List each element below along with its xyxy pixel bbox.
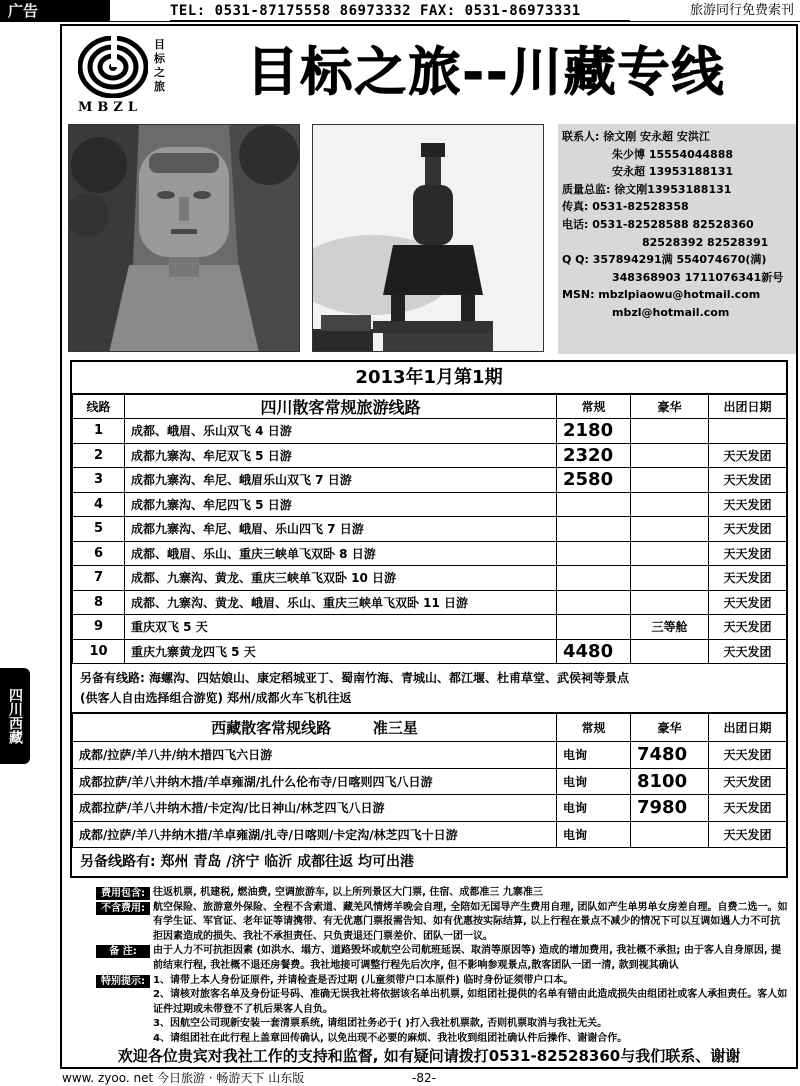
route-no: 1 (73, 419, 125, 444)
route-regular-price (557, 517, 631, 542)
tibet-route-row (73, 795, 787, 822)
sichuan-route-row (73, 492, 787, 517)
fee-label (96, 1018, 150, 1031)
route-name: 成都、九寨沟、黄龙、峨眉、乐山、重庆三峡单飞双卧 11 日游 (125, 590, 557, 615)
tibet-star-level: 准三星 (372, 719, 418, 737)
header-luxury: 豪华 (631, 395, 709, 419)
route-departure: 天天发团 (709, 468, 787, 493)
tibet-departure: 天天发团 (709, 768, 787, 795)
header (62, 26, 796, 118)
emei-statue-photo (312, 124, 544, 352)
fee-text: 航空保险、旅游意外保险、全程不含索道、藏羌风情烤羊晚会自理, 全陪如无国导产生费用自理, 团队如产生单男单女房差自理。自费二选一。如有学生证、军官证、老年证等请携带、有无优惠门票报需告知、如有优惠按实际结算, 以上行程在景点不减少的情况下可以互调如遇人力不可抗拒因素造成的损失、我社不承担责任、只负责退还门票差价、团队一团一议。 (153, 901, 788, 942)
route-departure (709, 419, 787, 444)
fee-text: 1、请带上本人身份证原件, 并请检查是否过期 (儿童须带户口本原件) 临时身份证须带户口本。 (153, 974, 574, 986)
fee-text: 由于人力不可抗拒因素 (如洪水、塌方、道路毁坏或航空公司航班延误、取消等原因等) 造成的增加费用, 我社概不承担; 由于客人自身原因, 提前结束行程, 我社概不退还房餐费。我社地接可调整行程先后次序, 但不影响参观景点,散客团队一团一清, 款到视其确认 (153, 945, 782, 971)
tibet-header-departure: 出团日期 (709, 714, 787, 742)
fee-label: 备 注: (96, 945, 150, 958)
route-no: 8 (73, 590, 125, 615)
fee-terms (96, 886, 788, 1047)
fee-label: 不含费用: (96, 902, 150, 915)
contact-phone: 电话: 0531-82528588 82528360 (562, 217, 754, 231)
header-tibet-routes (73, 714, 557, 742)
route-regular-price (557, 492, 631, 517)
tibet-routes-title: 西藏散客常规线路 (211, 719, 332, 737)
route-no: 2 (73, 443, 125, 468)
fee-item (96, 974, 788, 989)
route-no: 5 (73, 517, 125, 542)
route-regular-price: 2180 (557, 419, 631, 444)
route-no: 6 (73, 541, 125, 566)
logo-brand: MBZL (78, 100, 143, 115)
route-departure: 天天发团 (709, 517, 787, 542)
tibet-luxury-price: 8100 (631, 768, 709, 795)
tibet-header-row (73, 714, 787, 742)
header-regular: 常规 (557, 395, 631, 419)
contact-msn-2: mbzl@hotmail.com (612, 305, 730, 319)
route-regular-price (557, 615, 631, 640)
route-no: 7 (73, 566, 125, 591)
tibet-luxury-price: 7980 (631, 795, 709, 822)
route-luxury-price (631, 566, 709, 591)
tibet-luxury-price: 7480 (631, 742, 709, 769)
tibet-departure: 天天发团 (709, 821, 787, 848)
route-no: 10 (73, 639, 125, 664)
tibet-regular-price: 电询 (557, 742, 631, 769)
logo (70, 36, 180, 116)
contact-fax: 传真: 0531-82528358 (562, 200, 689, 214)
fee-item (96, 944, 788, 973)
route-regular-price: 4480 (557, 639, 631, 664)
route-departure: 天天发团 (709, 541, 787, 566)
route-luxury-price (631, 639, 709, 664)
tibet-regular-price: 电询 (557, 795, 631, 822)
route-table-box (70, 360, 788, 878)
side-tab-sichuan-tibet: 四川西藏 (0, 668, 30, 764)
sichuan-route-row (73, 517, 787, 542)
contact-panel (558, 124, 796, 354)
contact-phone-an: 安永超 13953188131 (612, 165, 734, 179)
route-regular-price (557, 541, 631, 566)
route-luxury-price (631, 541, 709, 566)
sichuan-route-row (73, 443, 787, 468)
tibet-regular-price: 电询 (557, 821, 631, 848)
route-name: 成都、峨眉、乐山、重庆三峡单飞双卧 8 日游 (125, 541, 557, 566)
contact-phone-zhu: 朱少博 15554044888 (612, 147, 734, 161)
fee-item (96, 901, 788, 945)
contact-people: 联系人: 徐文刚 安永超 安洪江 (562, 130, 710, 143)
welcome-message: 欢迎各位贵宾对我社工作的支持和监督, 如有疑问请拨打0531-82528360与我们联系、谢谢 (117, 1047, 741, 1065)
sichuan-route-row (73, 468, 787, 493)
top-bar (0, 0, 800, 22)
route-no: 9 (73, 615, 125, 640)
tibet-route-name: 成都/拉萨/羊八井纳木措/羊卓雍湖/扎寺/日喀则/卡定沟/林芝四飞十日游 (73, 821, 557, 848)
ad-tag: 广告 (0, 0, 110, 22)
fee-item (96, 988, 788, 1017)
route-departure: 天天发团 (709, 492, 787, 517)
route-no: 3 (73, 468, 125, 493)
tibet-header-luxury: 豪华 (631, 714, 709, 742)
tibet-header-regular: 常规 (557, 714, 631, 742)
fee-label: 费用包含: (96, 887, 150, 900)
logo-vertical-text: 目标之旅 (154, 38, 165, 93)
tel-fax-line: TEL: 0531-87175558 86973332 FAX: 0531-86973331 (170, 0, 630, 22)
tibet-route-name: 成都拉萨/羊八井纳木措/羊卓雍湖/扎什么伦布寺/日喀则四飞八日游 (73, 768, 557, 795)
swirl-logo-icon (78, 36, 148, 98)
page-number: -82- (412, 1071, 436, 1085)
fee-item (96, 1017, 788, 1032)
fee-text: 2、请核对旅客名单及身份证号码、准确无误我社将依据该名单出机票, 如组团社提供的名单有错由此造成损失由组团社或客人承担责任。客人如证件过期或未带登不了机后果客人自负。 (153, 989, 788, 1015)
sichuan-route-table (72, 394, 787, 664)
sichuan-route-row (73, 639, 787, 664)
route-departure: 天天发团 (709, 443, 787, 468)
route-departure: 天天发团 (709, 615, 787, 640)
header-sichuan-routes: 四川散客常规旅游线路 (125, 395, 557, 419)
route-name: 成都九寨沟、牟尼双飞 5 日游 (125, 443, 557, 468)
fee-label (96, 989, 150, 1002)
sichuan-route-row (73, 615, 787, 640)
tibet-departure: 天天发团 (709, 795, 787, 822)
tibet-route-name: 成都拉萨/羊八井纳木措/卡定沟/比日神山/林芝四飞八日游 (73, 795, 557, 822)
fee-item (96, 886, 788, 901)
route-name: 成都、峨眉、乐山双飞 4 日游 (125, 419, 557, 444)
sichuan-route-row (73, 419, 787, 444)
route-luxury-price (631, 492, 709, 517)
route-name: 重庆双飞 5 天 (125, 615, 557, 640)
tibet-route-row (73, 742, 787, 769)
route-regular-price (557, 590, 631, 615)
contact-qq: Q Q: 357894291满 554074670(满) (562, 253, 767, 267)
sichuan-route-row (73, 541, 787, 566)
free-catalog-text: 旅游同行免费索刊 (689, 3, 794, 18)
route-regular-price: 2320 (557, 443, 631, 468)
sichuan-notes (72, 664, 786, 713)
sichuan-note-extra-routes: 另备有线路: 海螺沟、四姑娘山、康定稻城亚丁、蜀南竹海、青城山、都江堰、杜甫草堂、武侯祠等景点 (80, 671, 629, 685)
header-route-no: 线路 (73, 395, 125, 419)
route-no: 4 (73, 492, 125, 517)
footer-site: www. zyoo. net 今日旅游 · 畅游天下 山东版 (62, 1071, 305, 1085)
contact-phone-2: 82528392 82528391 (642, 235, 769, 249)
tibet-note: 另备线路有: 郑州 青岛 /济宁 临沂 成都往返 均可出港 (80, 854, 414, 870)
route-departure: 天天发团 (709, 639, 787, 664)
tibet-route-row (73, 768, 787, 795)
tibet-route-name: 成都/拉萨/羊八井/纳木措四飞六日游 (73, 742, 557, 769)
tibet-luxury-price (631, 821, 709, 848)
route-luxury-price (631, 443, 709, 468)
sichuan-route-row (73, 566, 787, 591)
emei-statue-image (313, 125, 544, 352)
fee-text: 往返机票, 机建税, 燃油费, 空调旅游车, 以上所列景区大门票, 住宿、成都准三 九寨准三 (153, 887, 543, 898)
contact-quality: 质量总监: 徐文刚13953188131 (562, 182, 732, 196)
route-name: 成都九寨沟、牟尼、峨眉、乐山四飞 7 日游 (125, 517, 557, 542)
route-luxury-price (631, 590, 709, 615)
contact-qq-2: 348368903 1711076341新号 (612, 270, 784, 284)
contact-msn: MSN: mbzlpiaowu@hotmail.com (562, 288, 761, 302)
tibet-route-table (72, 713, 787, 848)
fee-label: 特别提示: (96, 975, 150, 988)
sichuan-route-row (73, 590, 787, 615)
giant-buddha-photo (68, 124, 300, 352)
page-title: 目标之旅--川藏专线 (246, 43, 726, 103)
route-regular-price (557, 566, 631, 591)
giant-buddha-image (69, 125, 300, 352)
route-name: 成都九寨沟、牟尼四飞 5 日游 (125, 492, 557, 517)
tibet-regular-price: 电询 (557, 768, 631, 795)
fee-text: 3、因航空公司现新安装一套清票系统, 请组团社务必于( )打入我社机票款, 否则机票取消与我社无关。 (153, 1018, 608, 1030)
route-luxury-price (631, 468, 709, 493)
route-name: 成都九寨沟、牟尼、峨眉乐山双飞 7 日游 (125, 468, 557, 493)
route-regular-price: 2580 (557, 468, 631, 493)
route-luxury-price (631, 517, 709, 542)
fee-text: 4、请组团社在此行程上盖章回传确认, 以免出现不必要的麻烦、我社收到组团社确认件后操作、谢谢合作。 (153, 1032, 628, 1044)
sichuan-header-row (73, 395, 787, 419)
issue-period: 2013年1月第1期 (72, 362, 786, 394)
route-luxury-price: 三等舱 (631, 615, 709, 640)
route-luxury-price (631, 419, 709, 444)
tibet-departure: 天天发团 (709, 742, 787, 769)
header-departure: 出团日期 (709, 395, 787, 419)
sichuan-note-transport: (供客人自由选择组合游览) 郑州/成都火车飞机往返 (80, 691, 352, 705)
tibet-route-row (73, 821, 787, 848)
route-name: 重庆九寨黄龙四飞 5 天 (125, 639, 557, 664)
route-departure: 天天发团 (709, 566, 787, 591)
route-name: 成都、九寨沟、黄龙、重庆三峡单飞双卧 10 日游 (125, 566, 557, 591)
route-departure: 天天发团 (709, 590, 787, 615)
